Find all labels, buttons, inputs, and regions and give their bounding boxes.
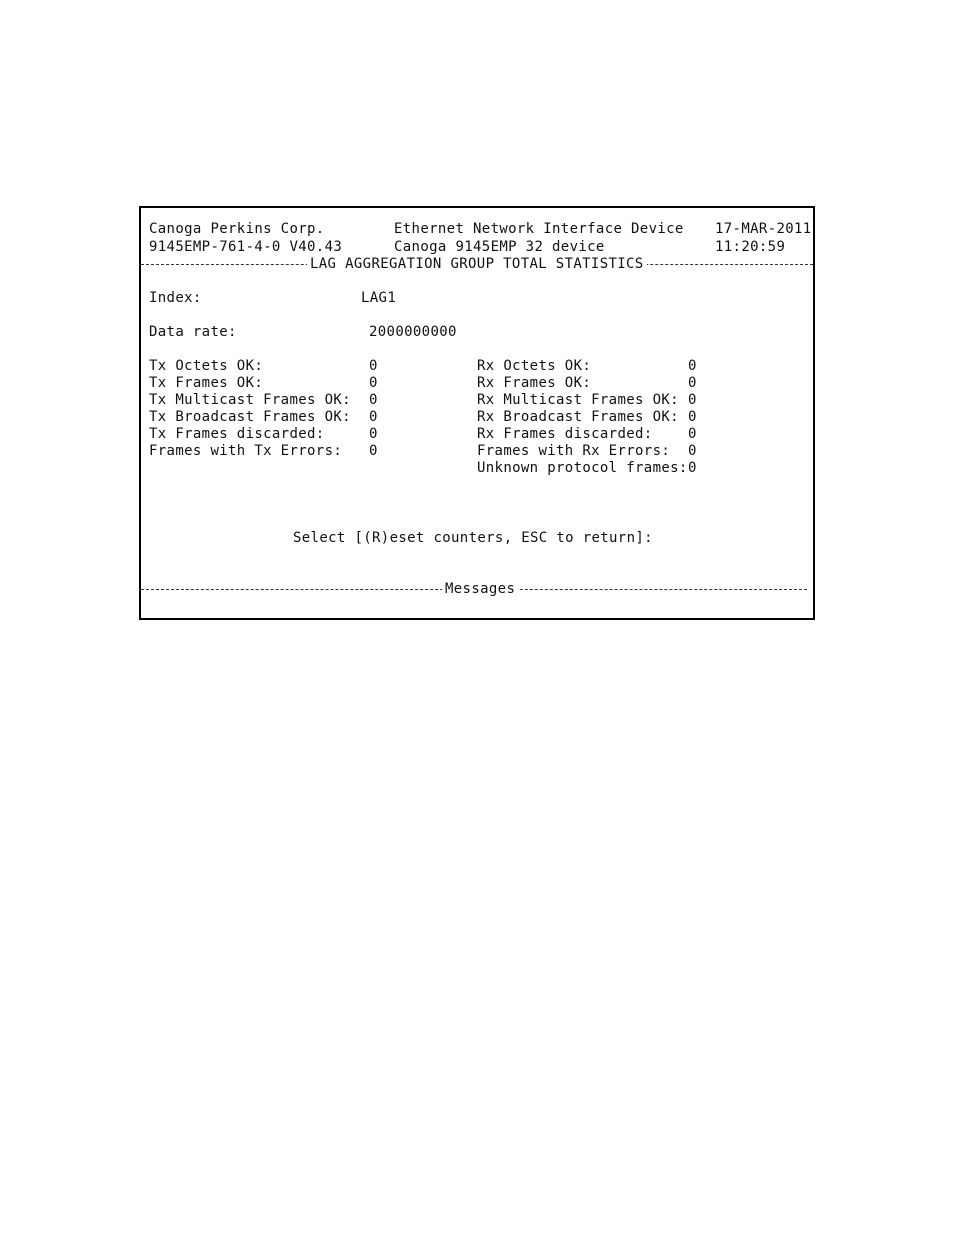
- data-rate-label: Data rate:: [149, 324, 237, 340]
- rx-frames-ok-value: 0: [688, 375, 697, 391]
- command-prompt[interactable]: Select [(R)eset counters, ESC to return]:: [293, 530, 653, 546]
- rx-broadcast-frames-ok-label: Rx Broadcast Frames OK:: [477, 409, 679, 425]
- unknown-protocol-frames-label: Unknown protocol frames:: [477, 460, 688, 476]
- current-time: 11:20:59: [715, 239, 786, 255]
- device-title: Ethernet Network Interface Device: [394, 221, 684, 237]
- rx-errors-value: 0: [688, 443, 697, 459]
- rx-errors-label: Frames with Rx Errors:: [477, 443, 671, 459]
- tx-frames-discarded-label: Tx Frames discarded:: [149, 426, 325, 442]
- device-model: Canoga 9145EMP 32 device: [394, 239, 605, 255]
- tx-broadcast-frames-ok-value: 0: [369, 409, 378, 425]
- tx-multicast-frames-ok-label: Tx Multicast Frames OK:: [149, 392, 351, 408]
- rx-frames-discarded-value: 0: [688, 426, 697, 442]
- firmware-version: 9145EMP-761-4-0 V40.43: [149, 239, 343, 255]
- tx-multicast-frames-ok-value: 0: [369, 392, 378, 408]
- tx-frames-ok-label: Tx Frames OK:: [149, 375, 264, 391]
- rx-frames-ok-label: Rx Frames OK:: [477, 375, 592, 391]
- index-label: Index:: [149, 290, 202, 306]
- tx-octets-ok-value: 0: [369, 358, 378, 374]
- section-title-rule: [141, 256, 813, 273]
- tx-errors-value: 0: [369, 443, 378, 459]
- section-title: LAG AGGREGATION GROUP TOTAL STATISTICS: [307, 256, 647, 273]
- unknown-protocol-frames-value: 0: [688, 460, 697, 476]
- current-date: 17-MAR-2011: [715, 221, 812, 237]
- terminal-screen: [139, 206, 815, 620]
- rx-broadcast-frames-ok-value: 0: [688, 409, 697, 425]
- messages-label: Messages: [442, 581, 518, 598]
- rx-octets-ok-label: Rx Octets OK:: [477, 358, 592, 374]
- tx-frames-ok-value: 0: [369, 375, 378, 391]
- tx-octets-ok-label: Tx Octets OK:: [149, 358, 264, 374]
- rx-multicast-frames-ok-label: Rx Multicast Frames OK:: [477, 392, 679, 408]
- company-name: Canoga Perkins Corp.: [149, 221, 325, 237]
- data-rate-value: 2000000000: [369, 324, 457, 340]
- rx-multicast-frames-ok-value: 0: [688, 392, 697, 408]
- tx-broadcast-frames-ok-label: Tx Broadcast Frames OK:: [149, 409, 351, 425]
- rx-octets-ok-value: 0: [688, 358, 697, 374]
- rx-frames-discarded-label: Rx Frames discarded:: [477, 426, 653, 442]
- tx-frames-discarded-value: 0: [369, 426, 378, 442]
- messages-rule: [141, 581, 813, 598]
- tx-errors-label: Frames with Tx Errors:: [149, 443, 343, 459]
- index-value: LAG1: [361, 290, 397, 306]
